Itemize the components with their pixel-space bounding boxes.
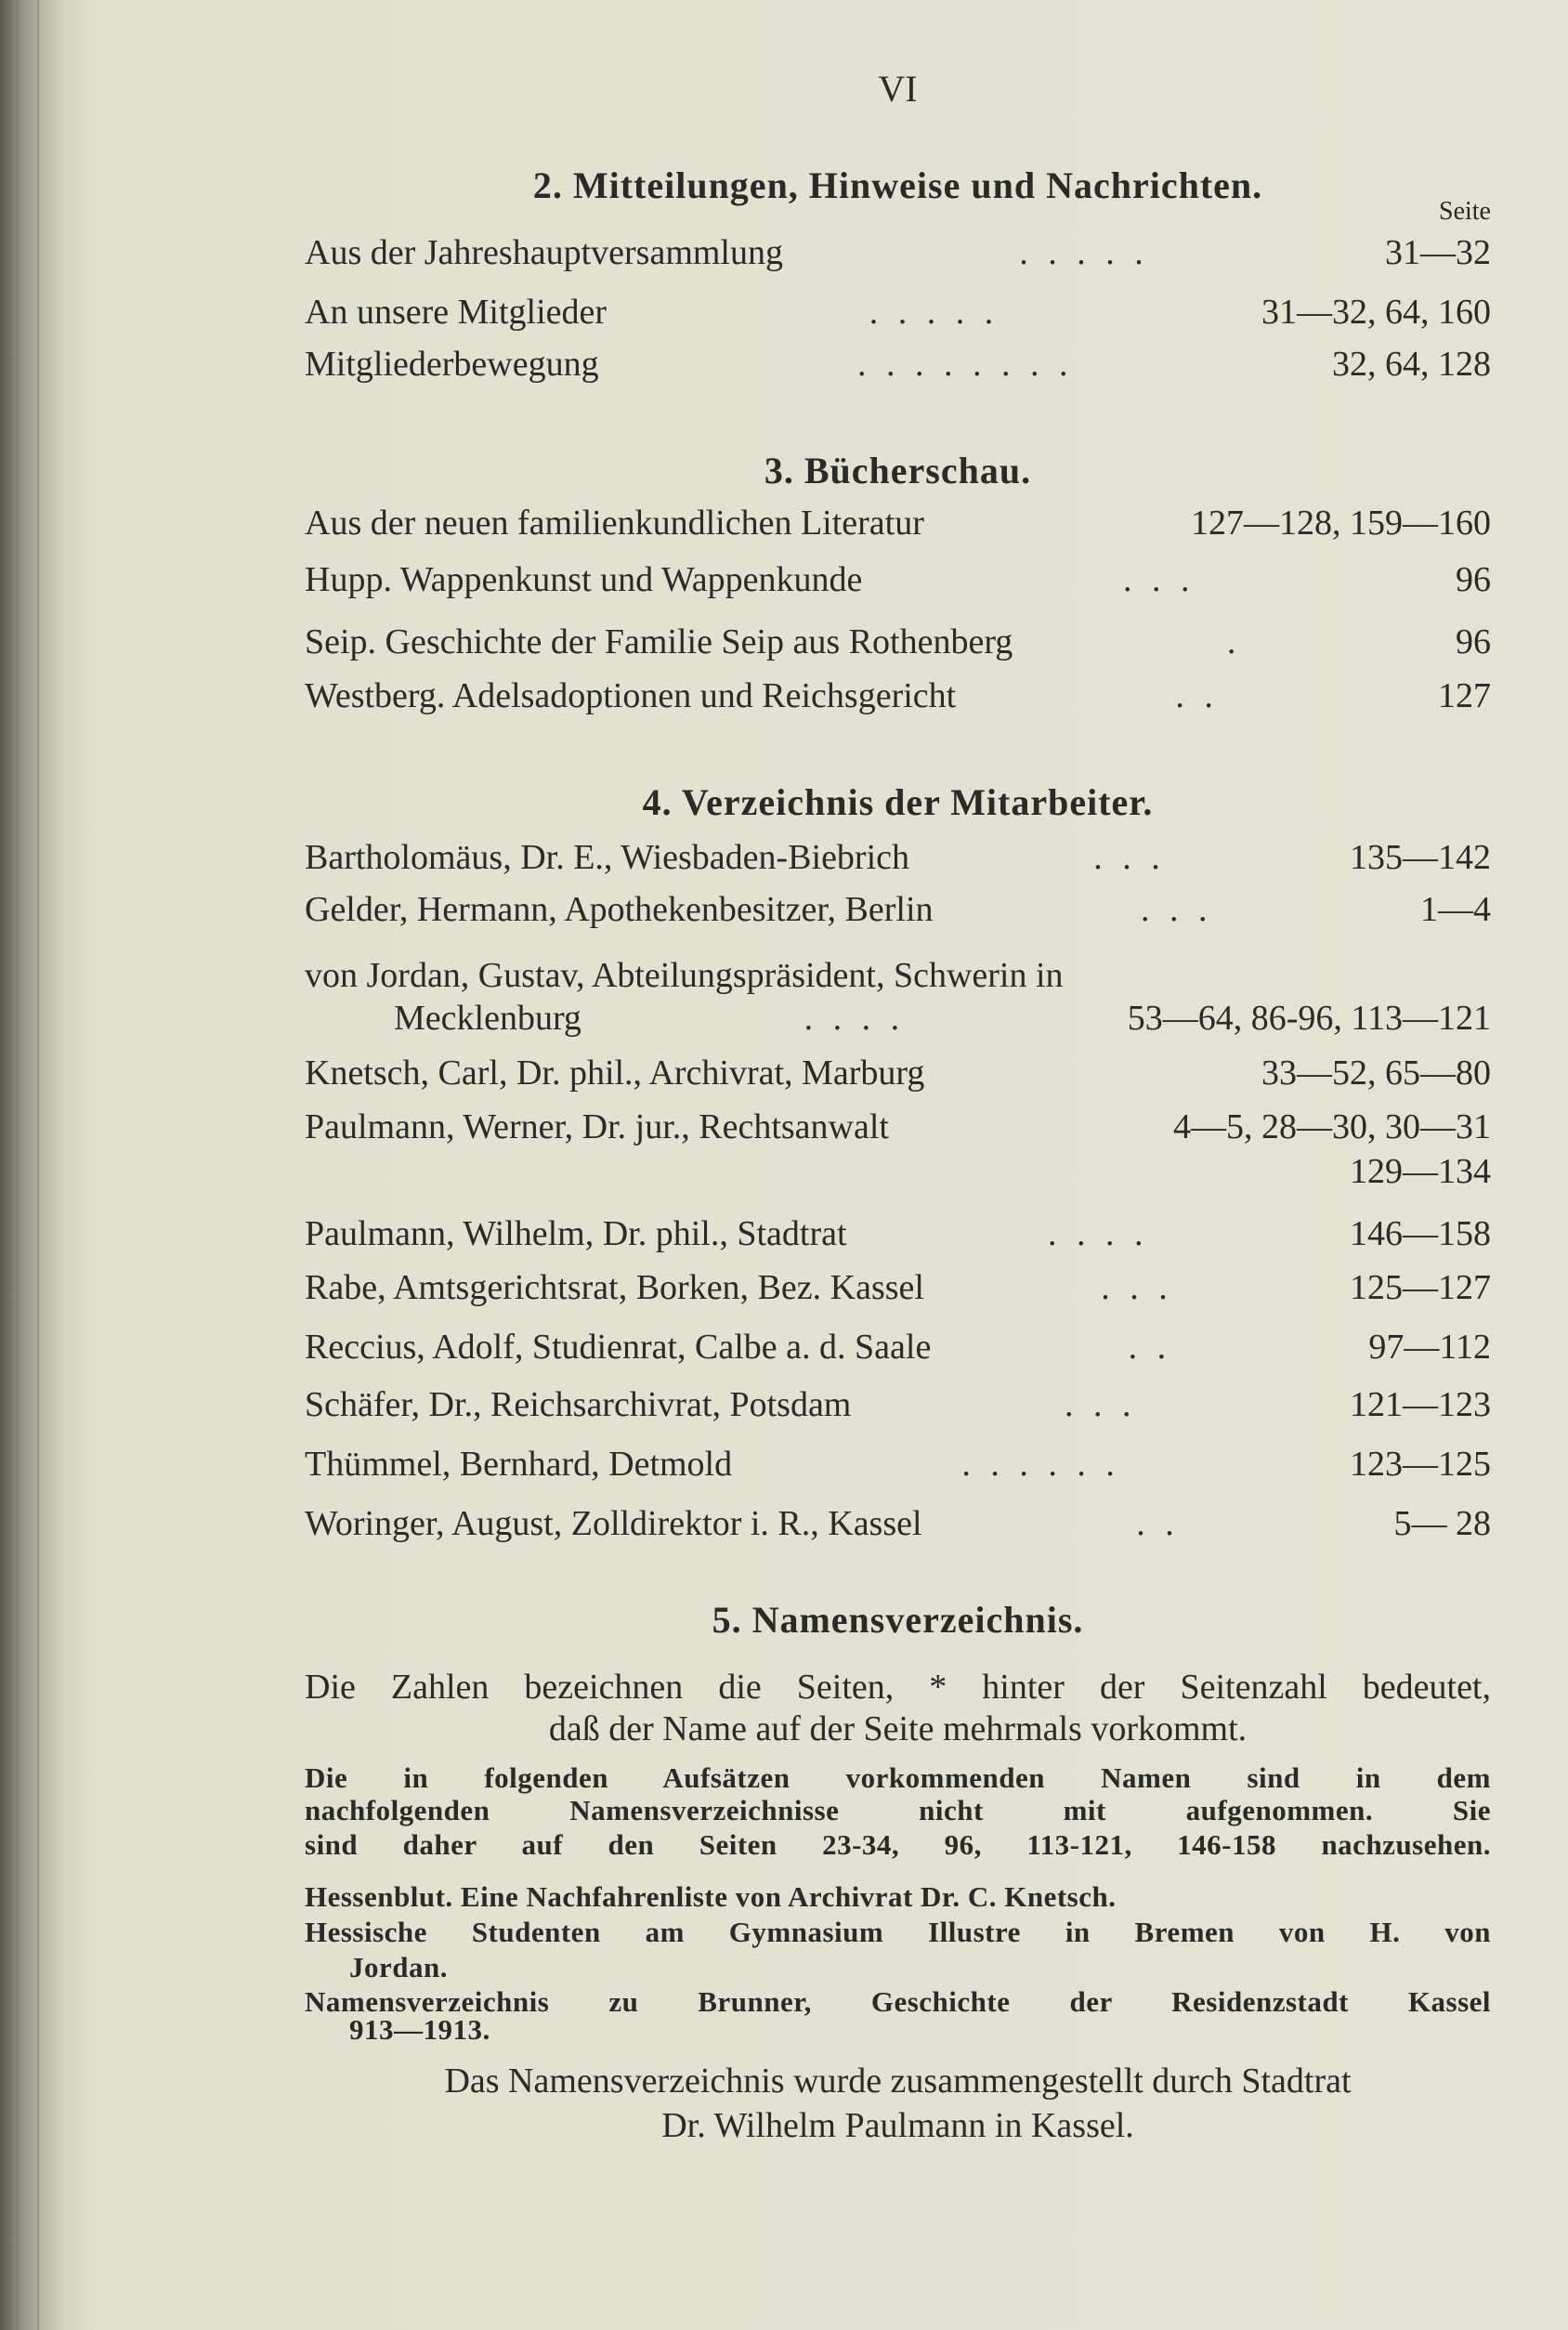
leader-dots: . . . . . . . . [857,345,1074,384]
leader-dots: . . . . [1048,1214,1149,1253]
entry-pages: 1—4 [1420,890,1491,929]
entry-label: Mecklenburg [394,999,581,1038]
leader-dots: . . . . . . [961,1445,1120,1484]
entry-pages: 135—142 [1350,838,1491,877]
contributor-entry [305,1501,1491,1546]
note-item-cont: Jordan. [349,1951,448,1983]
contributor-entry-line1: von Jordan, Gustav, Abteilungspräsident, Schwerin in [305,956,1064,995]
entry-pages: 32, 64, 128 [1332,345,1491,384]
leader-dots: . [1226,622,1242,661]
entry-label: Thümmel, Bernhard, Detmold [305,1445,733,1484]
contributor-entry [305,1051,1491,1095]
entry-label: Woringer, August, Zolldirektor i. R., Kassel [305,1504,922,1543]
entry-label: Schäfer, Dr., Reichsarchivrat, Potsdam [305,1385,852,1424]
contributor-entry [305,887,1491,932]
leader-dots: . . . [1101,1268,1173,1307]
toc-entry [305,230,1491,275]
entry-label: Aus der Jahreshauptversammlung [305,233,783,272]
entry-pages: 4—5, 28—30, 30—31 [1173,1107,1491,1146]
entry-label: Gelder, Hermann, Apothekenbesitzer, Berlin [305,890,934,929]
entry-pages: 96 [1456,622,1491,661]
note-item-cont: 913—1913. [349,2013,490,2046]
entry-label: Seip. Geschichte der Familie Seip aus Rothenberg [305,622,1013,661]
entry-label: Hupp. Wappenkunst und Wappenkunde [305,560,863,599]
book-gutter [17,0,19,2330]
seite-label: Seite [1439,197,1491,226]
entry-label: Mitgliederbewegung [305,345,599,384]
entry-label: Paulmann, Werner, Dr. jur., Rechtsanwalt [305,1107,889,1146]
entry-pages: 31—32, 64, 160 [1261,293,1491,332]
toc-entry [305,342,1491,386]
toc-entry [305,290,1491,334]
entry-pages: 53—64, 86-96, 113—121 [1127,999,1491,1038]
entry-pages: 121—123 [1350,1385,1491,1424]
toc-entry [305,557,1491,602]
toc-entry [305,501,1491,545]
entry-label: Bartholomäus, Dr. E., Wiesbaden-Biebrich [305,838,910,877]
page-number: VI [878,68,918,110]
entry-pages: 146—158 [1350,1214,1491,1253]
entry-pages: 123—125 [1350,1445,1491,1484]
entry-label: Knetsch, Carl, Dr. phil., Archivrat, Marburg [305,1054,925,1093]
contributor-entry [305,1265,1491,1310]
entry-pages: 31—32 [1385,233,1491,272]
book-gutter-edge [37,0,39,2330]
note-line: sind daher auf den Seiten 23-34, 96, 113-121, 146-158 nachzusehen. [305,1828,1491,1861]
note-item: Hessische Studenten am Gymnasium Illustre in Bremen von H. von [305,1916,1491,1948]
contributor-entry-line2 [305,996,1491,1041]
closing-line: Dr. Wilhelm Paulmann in Kassel. [661,2106,1134,2145]
entry-label: Reccius, Adolf, Studienrat, Calbe a. d. Saale [305,1328,932,1367]
entry-label: Westberg. Adelsadoptionen und Reichsgericht [305,676,957,715]
section3-title: 3. Bücherschau. [764,450,1032,491]
leader-dots: . . . [1064,1385,1137,1424]
leader-dots: . . [1136,1504,1180,1543]
entry-pages: 127—128, 159—160 [1191,504,1491,543]
toc-entry [305,620,1491,664]
leader-dots: . . . [1093,838,1166,877]
contributor-entry [305,1211,1491,1256]
note-line: Die in folgenden Aufsätzen vorkommenden Namen sind in dem [305,1761,1491,1794]
closing-line: Das Namensverzeichnis wurde zusammengestellt durch Stadtrat [444,2062,1352,2101]
leader-dots: . . [1128,1328,1172,1367]
leader-dots: . . . . . [1019,233,1149,272]
entry-pages-cont: 129—134 [1350,1152,1491,1191]
entry-label: An unsere Mitglieder [305,293,608,332]
entry-pages: 125—127 [1350,1268,1491,1307]
contributor-entry [305,1442,1491,1486]
entry-pages: 127 [1438,676,1491,715]
intro-line: daß der Name auf der Seite mehrmals vorkommt. [548,1709,1248,1748]
note-item: Namensverzeichnis zu Brunner, Geschichte der Residenzstadt Kassel [305,1985,1491,2018]
entry-label: Aus der neuen familienkundlichen Literatur [305,504,924,543]
entry-pages: 33—52, 65—80 [1261,1054,1491,1093]
contributor-entry [305,835,1491,880]
section5-title: 5. Namensverzeichnis. [712,1599,1084,1641]
contributor-entry [305,1382,1491,1427]
leader-dots: . . [1175,676,1219,715]
leader-dots: . . . [1122,560,1196,599]
section4-title: 4. Verzeichnis der Mitarbeiter. [642,781,1154,823]
section2-title: 2. Mitteilungen, Hinweise und Nachrichten. [532,164,1263,206]
entry-label: Paulmann, Wilhelm, Dr. phil., Stadtrat [305,1214,847,1253]
entry-label: Rabe, Amtsgerichtsrat, Borken, Bez. Kassel [305,1268,924,1307]
entry-pages: 97—112 [1368,1328,1491,1367]
intro-line: Die Zahlen bezeichnen die Seiten, * hinter der Seitenzahl bedeutet, [305,1668,1491,1707]
entry-pages: 96 [1456,560,1491,599]
toc-entry [305,674,1491,718]
leader-dots: . . . . . [869,293,1000,332]
note-line: nachfolgenden Namensverzeichnisse nicht mit aufgenommen. Sie [305,1794,1491,1826]
entry-pages: 5— 28 [1393,1504,1491,1543]
note-item: Hessenblut. Eine Nachfahrenliste von Archivrat Dr. C. Knetsch. [305,1880,1117,1913]
contributor-entry [305,1325,1491,1369]
leader-dots: . . . . [804,999,906,1038]
contributor-entry [305,1105,1491,1149]
leader-dots: . . . [1141,890,1213,929]
